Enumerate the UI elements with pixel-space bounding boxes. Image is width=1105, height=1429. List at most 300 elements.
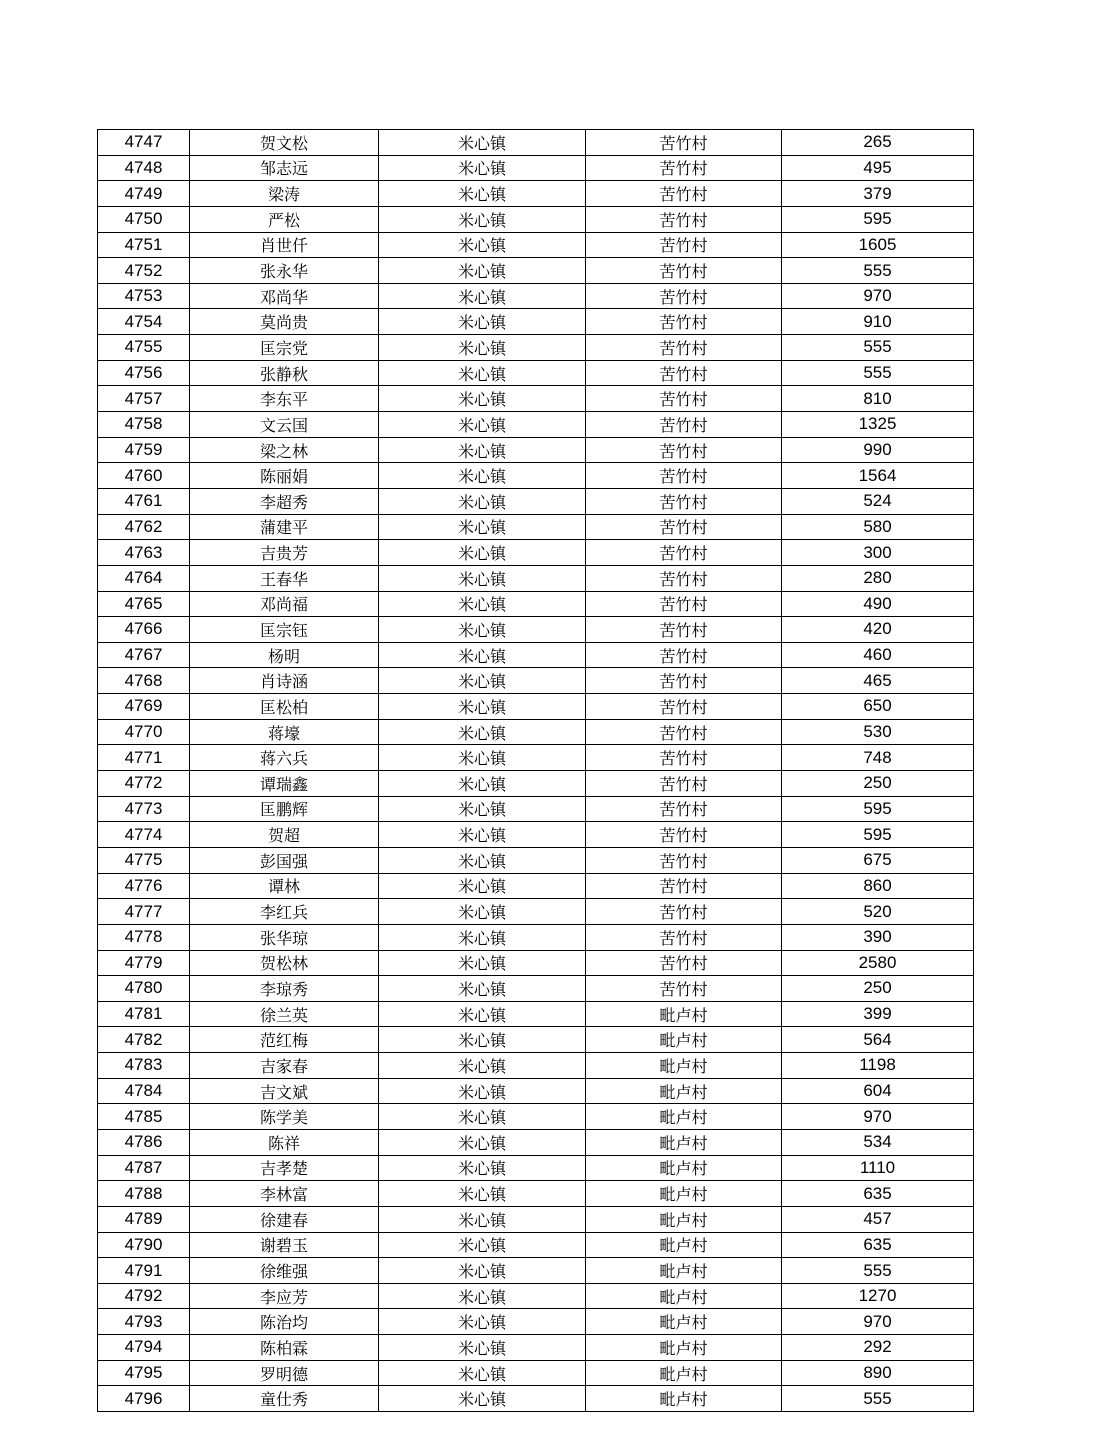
cell-town: 米心镇	[379, 1053, 586, 1079]
cell-name: 吉贵芳	[190, 540, 379, 566]
cell-amount: 399	[782, 1001, 974, 1027]
cell-amount: 457	[782, 1206, 974, 1232]
cell-amount: 910	[782, 309, 974, 335]
cell-town: 米心镇	[379, 1283, 586, 1309]
cell-name: 陈学美	[190, 1104, 379, 1130]
cell-id: 4759	[98, 437, 190, 463]
table-row	[98, 1155, 974, 1181]
cell-amount: 595	[782, 206, 974, 232]
cell-town: 米心镇	[379, 976, 586, 1002]
table-row	[98, 181, 974, 207]
table-row	[98, 258, 974, 284]
cell-name: 李红兵	[190, 899, 379, 925]
cell-amount: 465	[782, 668, 974, 694]
cell-town: 米心镇	[379, 1001, 586, 1027]
table-row	[98, 822, 974, 848]
cell-village: 苦竹村	[586, 130, 782, 156]
cell-village: 苦竹村	[586, 591, 782, 617]
cell-amount: 1605	[782, 232, 974, 258]
cell-id: 4796	[98, 1386, 190, 1412]
table-row	[98, 1335, 974, 1361]
cell-name: 徐维强	[190, 1258, 379, 1284]
table-row	[98, 591, 974, 617]
table-row	[98, 719, 974, 745]
cell-name: 匡宗党	[190, 335, 379, 361]
cell-amount: 555	[782, 1386, 974, 1412]
cell-village: 苦竹村	[586, 796, 782, 822]
cell-town: 米心镇	[379, 1078, 586, 1104]
cell-amount: 595	[782, 822, 974, 848]
cell-village: 苦竹村	[586, 386, 782, 412]
table-row	[98, 1001, 974, 1027]
cell-town: 米心镇	[379, 668, 586, 694]
table-row	[98, 1078, 974, 1104]
cell-id: 4752	[98, 258, 190, 284]
cell-id: 4762	[98, 514, 190, 540]
cell-town: 米心镇	[379, 565, 586, 591]
cell-village: 苦竹村	[586, 976, 782, 1002]
cell-id: 4788	[98, 1181, 190, 1207]
cell-name: 李林富	[190, 1181, 379, 1207]
cell-village: 苦竹村	[586, 924, 782, 950]
cell-town: 米心镇	[379, 258, 586, 284]
cell-village: 苦竹村	[586, 360, 782, 386]
table-row	[98, 565, 974, 591]
cell-amount: 604	[782, 1078, 974, 1104]
cell-name: 谢碧玉	[190, 1232, 379, 1258]
table-row	[98, 745, 974, 771]
cell-amount: 990	[782, 437, 974, 463]
table-row	[98, 206, 974, 232]
cell-village: 苦竹村	[586, 258, 782, 284]
cell-village: 苦竹村	[586, 642, 782, 668]
cell-amount: 970	[782, 1104, 974, 1130]
cell-village: 毗卢村	[586, 1309, 782, 1335]
cell-id: 4784	[98, 1078, 190, 1104]
cell-amount: 555	[782, 335, 974, 361]
cell-amount: 555	[782, 360, 974, 386]
cell-name: 陈柏霖	[190, 1335, 379, 1361]
cell-amount: 860	[782, 873, 974, 899]
table-row	[98, 232, 974, 258]
cell-town: 米心镇	[379, 437, 586, 463]
cell-amount: 1325	[782, 412, 974, 438]
cell-town: 米心镇	[379, 232, 586, 258]
cell-name: 蒋壕	[190, 719, 379, 745]
cell-name: 吉文斌	[190, 1078, 379, 1104]
cell-town: 米心镇	[379, 514, 586, 540]
table-row	[98, 1309, 974, 1335]
table-row	[98, 899, 974, 925]
cell-amount: 292	[782, 1335, 974, 1361]
cell-village: 苦竹村	[586, 463, 782, 489]
cell-id: 4757	[98, 386, 190, 412]
cell-name: 严松	[190, 206, 379, 232]
table-row	[98, 771, 974, 797]
cell-town: 米心镇	[379, 924, 586, 950]
cell-name: 贺松林	[190, 950, 379, 976]
cell-amount: 250	[782, 976, 974, 1002]
table-row	[98, 924, 974, 950]
table-row	[98, 1027, 974, 1053]
cell-name: 梁之林	[190, 437, 379, 463]
cell-name: 李超秀	[190, 488, 379, 514]
cell-name: 王春华	[190, 565, 379, 591]
cell-id: 4794	[98, 1335, 190, 1361]
cell-town: 米心镇	[379, 540, 586, 566]
cell-amount: 890	[782, 1360, 974, 1386]
cell-town: 米心镇	[379, 155, 586, 181]
cell-village: 苦竹村	[586, 899, 782, 925]
cell-town: 米心镇	[379, 719, 586, 745]
table-row	[98, 1258, 974, 1284]
cell-amount: 300	[782, 540, 974, 566]
cell-name: 邓尚福	[190, 591, 379, 617]
cell-id: 4785	[98, 1104, 190, 1130]
cell-id: 4763	[98, 540, 190, 566]
cell-name: 陈丽娟	[190, 463, 379, 489]
cell-name: 童仕秀	[190, 1386, 379, 1412]
cell-town: 米心镇	[379, 386, 586, 412]
table-row	[98, 488, 974, 514]
cell-id: 4778	[98, 924, 190, 950]
cell-town: 米心镇	[379, 130, 586, 156]
cell-village: 苦竹村	[586, 822, 782, 848]
table-row	[98, 130, 974, 156]
cell-town: 米心镇	[379, 1386, 586, 1412]
cell-name: 徐建春	[190, 1206, 379, 1232]
cell-amount: 495	[782, 155, 974, 181]
table-row	[98, 1181, 974, 1207]
cell-town: 米心镇	[379, 771, 586, 797]
cell-village: 毗卢村	[586, 1181, 782, 1207]
data-table	[97, 129, 974, 1412]
cell-name: 徐兰英	[190, 1001, 379, 1027]
cell-village: 苦竹村	[586, 873, 782, 899]
cell-name: 李琼秀	[190, 976, 379, 1002]
cell-amount: 1198	[782, 1053, 974, 1079]
cell-name: 梁涛	[190, 181, 379, 207]
cell-amount: 1564	[782, 463, 974, 489]
cell-village: 苦竹村	[586, 309, 782, 335]
cell-village: 毗卢村	[586, 1053, 782, 1079]
cell-village: 毗卢村	[586, 1078, 782, 1104]
table-row	[98, 514, 974, 540]
cell-village: 苦竹村	[586, 412, 782, 438]
cell-id: 4750	[98, 206, 190, 232]
cell-amount: 524	[782, 488, 974, 514]
cell-amount: 635	[782, 1232, 974, 1258]
table-row	[98, 1206, 974, 1232]
cell-village: 毗卢村	[586, 1027, 782, 1053]
cell-id: 4773	[98, 796, 190, 822]
cell-village: 苦竹村	[586, 668, 782, 694]
cell-name: 张永华	[190, 258, 379, 284]
cell-id: 4781	[98, 1001, 190, 1027]
cell-village: 毗卢村	[586, 1335, 782, 1361]
cell-village: 苦竹村	[586, 335, 782, 361]
cell-name: 莫尚贵	[190, 309, 379, 335]
cell-id: 4771	[98, 745, 190, 771]
cell-id: 4776	[98, 873, 190, 899]
table-row	[98, 668, 974, 694]
cell-town: 米心镇	[379, 309, 586, 335]
cell-id: 4754	[98, 309, 190, 335]
cell-town: 米心镇	[379, 642, 586, 668]
cell-name: 匡鹏辉	[190, 796, 379, 822]
cell-village: 苦竹村	[586, 514, 782, 540]
cell-id: 4787	[98, 1155, 190, 1181]
cell-amount: 520	[782, 899, 974, 925]
cell-name: 李东平	[190, 386, 379, 412]
table-row	[98, 309, 974, 335]
cell-id: 4783	[98, 1053, 190, 1079]
cell-village: 苦竹村	[586, 232, 782, 258]
table-row	[98, 1104, 974, 1130]
cell-town: 米心镇	[379, 1181, 586, 1207]
cell-id: 4761	[98, 488, 190, 514]
cell-town: 米心镇	[379, 206, 586, 232]
cell-village: 毗卢村	[586, 1258, 782, 1284]
cell-amount: 564	[782, 1027, 974, 1053]
table-row	[98, 1232, 974, 1258]
cell-town: 米心镇	[379, 617, 586, 643]
cell-name: 张华琼	[190, 924, 379, 950]
cell-name: 文云国	[190, 412, 379, 438]
cell-town: 米心镇	[379, 360, 586, 386]
cell-amount: 265	[782, 130, 974, 156]
cell-id: 4760	[98, 463, 190, 489]
cell-town: 米心镇	[379, 1335, 586, 1361]
cell-town: 米心镇	[379, 1206, 586, 1232]
table-row	[98, 617, 974, 643]
cell-id: 4772	[98, 771, 190, 797]
cell-id: 4747	[98, 130, 190, 156]
cell-village: 苦竹村	[586, 565, 782, 591]
cell-village: 苦竹村	[586, 283, 782, 309]
table-row	[98, 1283, 974, 1309]
cell-village: 苦竹村	[586, 950, 782, 976]
cell-name: 贺文松	[190, 130, 379, 156]
cell-id: 4786	[98, 1129, 190, 1155]
table-body	[98, 130, 974, 1412]
cell-village: 毗卢村	[586, 1206, 782, 1232]
cell-town: 米心镇	[379, 899, 586, 925]
cell-id: 4792	[98, 1283, 190, 1309]
table-row	[98, 873, 974, 899]
cell-village: 毗卢村	[586, 1001, 782, 1027]
cell-amount: 1270	[782, 1283, 974, 1309]
cell-name: 肖世仟	[190, 232, 379, 258]
table-row	[98, 1053, 974, 1079]
cell-village: 毗卢村	[586, 1283, 782, 1309]
cell-id: 4774	[98, 822, 190, 848]
cell-village: 苦竹村	[586, 540, 782, 566]
cell-id: 4758	[98, 412, 190, 438]
cell-amount: 379	[782, 181, 974, 207]
cell-name: 罗明德	[190, 1360, 379, 1386]
cell-village: 毗卢村	[586, 1129, 782, 1155]
cell-village: 毗卢村	[586, 1360, 782, 1386]
cell-name: 彭国强	[190, 847, 379, 873]
cell-name: 吉家春	[190, 1053, 379, 1079]
cell-amount: 280	[782, 565, 974, 591]
table-row	[98, 796, 974, 822]
cell-id: 4782	[98, 1027, 190, 1053]
cell-name: 张静秋	[190, 360, 379, 386]
cell-name: 蒋六兵	[190, 745, 379, 771]
cell-village: 苦竹村	[586, 155, 782, 181]
cell-id: 4780	[98, 976, 190, 1002]
cell-amount: 390	[782, 924, 974, 950]
cell-town: 米心镇	[379, 694, 586, 720]
cell-amount: 555	[782, 1258, 974, 1284]
table-row	[98, 540, 974, 566]
cell-village: 毗卢村	[586, 1386, 782, 1412]
table-row	[98, 463, 974, 489]
cell-amount: 460	[782, 642, 974, 668]
cell-town: 米心镇	[379, 335, 586, 361]
cell-village: 苦竹村	[586, 181, 782, 207]
table-row	[98, 976, 974, 1002]
cell-amount: 635	[782, 1181, 974, 1207]
cell-town: 米心镇	[379, 847, 586, 873]
cell-id: 4779	[98, 950, 190, 976]
cell-id: 4789	[98, 1206, 190, 1232]
cell-amount: 580	[782, 514, 974, 540]
cell-town: 米心镇	[379, 1232, 586, 1258]
cell-id: 4764	[98, 565, 190, 591]
cell-id: 4769	[98, 694, 190, 720]
table-row	[98, 360, 974, 386]
cell-town: 米心镇	[379, 745, 586, 771]
cell-name: 陈祥	[190, 1129, 379, 1155]
cell-id: 4770	[98, 719, 190, 745]
cell-id: 4793	[98, 1309, 190, 1335]
cell-id: 4755	[98, 335, 190, 361]
cell-town: 米心镇	[379, 873, 586, 899]
cell-town: 米心镇	[379, 950, 586, 976]
cell-amount: 1110	[782, 1155, 974, 1181]
cell-town: 米心镇	[379, 412, 586, 438]
cell-name: 匡宗钰	[190, 617, 379, 643]
cell-name: 邓尚华	[190, 283, 379, 309]
cell-village: 苦竹村	[586, 206, 782, 232]
cell-name: 杨明	[190, 642, 379, 668]
cell-id: 4751	[98, 232, 190, 258]
cell-village: 苦竹村	[586, 488, 782, 514]
cell-town: 米心镇	[379, 283, 586, 309]
cell-name: 吉孝楚	[190, 1155, 379, 1181]
table-row	[98, 1360, 974, 1386]
cell-id: 4795	[98, 1360, 190, 1386]
cell-amount: 810	[782, 386, 974, 412]
cell-amount: 675	[782, 847, 974, 873]
table-row	[98, 847, 974, 873]
cell-name: 匡松柏	[190, 694, 379, 720]
cell-town: 米心镇	[379, 1309, 586, 1335]
table-row	[98, 386, 974, 412]
cell-id: 4765	[98, 591, 190, 617]
cell-town: 米心镇	[379, 1155, 586, 1181]
cell-village: 苦竹村	[586, 745, 782, 771]
cell-name: 邹志远	[190, 155, 379, 181]
cell-amount: 970	[782, 1309, 974, 1335]
cell-id: 4768	[98, 668, 190, 694]
cell-town: 米心镇	[379, 822, 586, 848]
cell-town: 米心镇	[379, 488, 586, 514]
cell-village: 苦竹村	[586, 847, 782, 873]
cell-village: 毗卢村	[586, 1155, 782, 1181]
table-row	[98, 412, 974, 438]
cell-name: 范红梅	[190, 1027, 379, 1053]
cell-village: 苦竹村	[586, 771, 782, 797]
cell-amount: 595	[782, 796, 974, 822]
cell-town: 米心镇	[379, 181, 586, 207]
cell-amount: 420	[782, 617, 974, 643]
table-row	[98, 694, 974, 720]
cell-town: 米心镇	[379, 1360, 586, 1386]
cell-amount: 250	[782, 771, 974, 797]
table-row	[98, 1129, 974, 1155]
cell-town: 米心镇	[379, 591, 586, 617]
cell-id: 4748	[98, 155, 190, 181]
cell-town: 米心镇	[379, 1027, 586, 1053]
cell-amount: 555	[782, 258, 974, 284]
cell-id: 4749	[98, 181, 190, 207]
cell-village: 苦竹村	[586, 719, 782, 745]
cell-amount: 534	[782, 1129, 974, 1155]
cell-name: 肖诗涵	[190, 668, 379, 694]
cell-town: 米心镇	[379, 1258, 586, 1284]
cell-id: 4791	[98, 1258, 190, 1284]
cell-id: 4756	[98, 360, 190, 386]
cell-id: 4766	[98, 617, 190, 643]
table-row	[98, 335, 974, 361]
cell-town: 米心镇	[379, 463, 586, 489]
cell-amount: 490	[782, 591, 974, 617]
table-row	[98, 950, 974, 976]
cell-name: 贺超	[190, 822, 379, 848]
cell-name: 李应芳	[190, 1283, 379, 1309]
cell-id: 4775	[98, 847, 190, 873]
cell-id: 4790	[98, 1232, 190, 1258]
cell-town: 米心镇	[379, 1104, 586, 1130]
cell-village: 苦竹村	[586, 694, 782, 720]
cell-name: 谭瑞鑫	[190, 771, 379, 797]
table-row	[98, 642, 974, 668]
cell-id: 4753	[98, 283, 190, 309]
cell-amount: 530	[782, 719, 974, 745]
table-row	[98, 437, 974, 463]
cell-amount: 650	[782, 694, 974, 720]
table-row	[98, 1386, 974, 1412]
cell-amount: 2580	[782, 950, 974, 976]
cell-town: 米心镇	[379, 796, 586, 822]
cell-village: 毗卢村	[586, 1104, 782, 1130]
table-row	[98, 283, 974, 309]
cell-id: 4777	[98, 899, 190, 925]
table-row	[98, 155, 974, 181]
cell-village: 苦竹村	[586, 437, 782, 463]
cell-amount: 970	[782, 283, 974, 309]
cell-name: 蒲建平	[190, 514, 379, 540]
cell-village: 苦竹村	[586, 617, 782, 643]
cell-id: 4767	[98, 642, 190, 668]
cell-name: 谭林	[190, 873, 379, 899]
cell-town: 米心镇	[379, 1129, 586, 1155]
cell-amount: 748	[782, 745, 974, 771]
